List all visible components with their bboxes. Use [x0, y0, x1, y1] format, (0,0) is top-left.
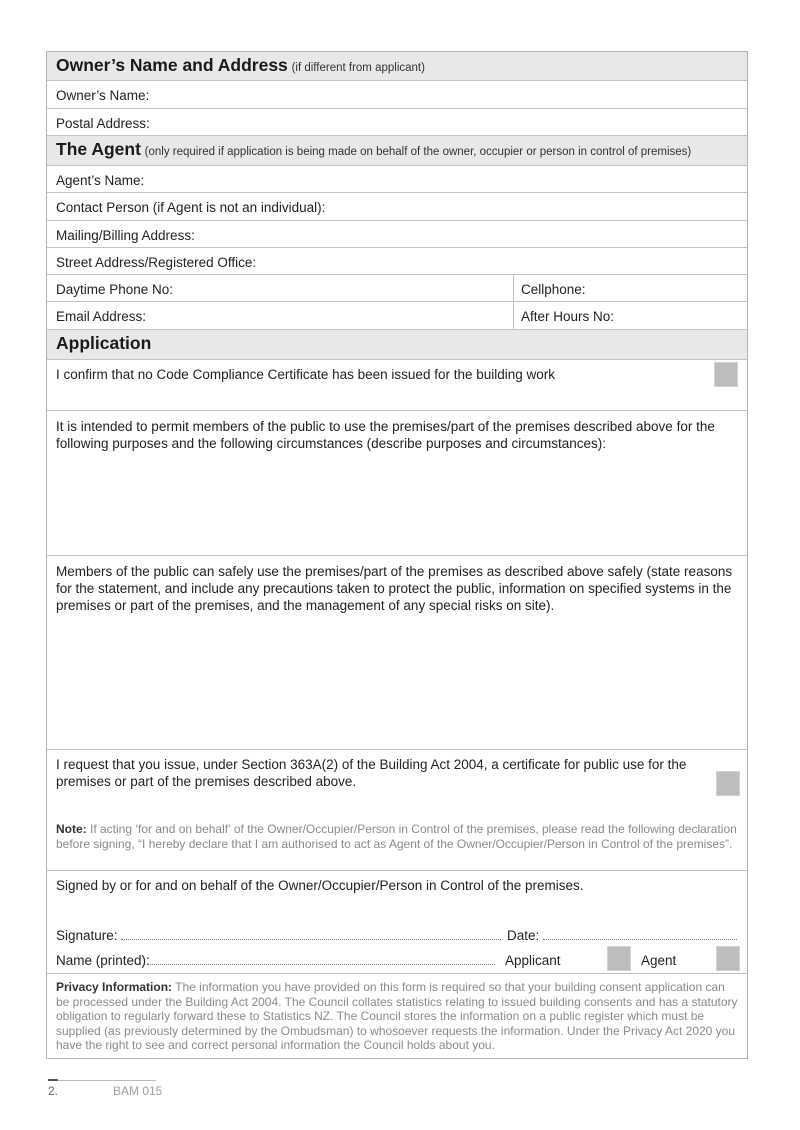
- note-label: Note:: [56, 822, 87, 836]
- applicant-label: Applicant: [505, 953, 561, 968]
- agents-name-field[interactable]: [47, 166, 747, 193]
- note-text: If acting ‘for and on behalf’ of the Owner/Occupier/Person in Control of the premises, please read the following declaration before signing, “I hereby declare that I am authorised to act as Agent of the Owner/Occupier/Person in Control of the premises”.: [56, 822, 737, 851]
- after-hours-field[interactable]: [514, 302, 747, 329]
- after-hours-label: After Hours No:: [521, 309, 615, 324]
- confirm-ccc-text: I confirm that no Code Compliance Certificate has been issued for the building work: [56, 367, 556, 382]
- email-row: [47, 302, 747, 330]
- owner-section-title: Owner’s Name and Address: [56, 55, 288, 75]
- cellphone-label: Cellphone:: [521, 282, 586, 297]
- date-field[interactable]: [543, 927, 737, 940]
- signature-row: [47, 871, 747, 974]
- owner-section-subtitle: (if different from applicant): [291, 62, 425, 74]
- intended-use-field[interactable]: [47, 411, 747, 556]
- agent-section-subtitle: (only required if application is being made on behalf of the owner, occupier or person in control of premises): [144, 146, 692, 158]
- email-field[interactable]: [47, 302, 514, 329]
- request-certificate-text: I request that you issue, under Section 363A(2) of the Building Act 2004, a certificate for public use for the premises or part of the premises described above.: [56, 757, 687, 789]
- declaration-note: [56, 822, 741, 851]
- street-address-field[interactable]: [47, 248, 747, 275]
- page-number: 2.: [48, 1084, 59, 1098]
- agents-name-label: Agent’s Name:: [56, 173, 145, 188]
- application-section-title: Application: [56, 333, 152, 353]
- contact-person-label: Contact Person (if Agent is not an individual):: [56, 200, 326, 215]
- privacy-label: Privacy Information:: [56, 980, 173, 994]
- request-certificate-row: [47, 750, 747, 871]
- agent-checkbox[interactable]: [716, 946, 740, 971]
- signed-by-text: Signed by or for and on behalf of the Owner/Occupier/Person in Control of the premises.: [56, 878, 584, 893]
- mailing-address-field[interactable]: [47, 221, 747, 248]
- applicant-option: [505, 952, 561, 969]
- postal-address-label: Postal Address:: [56, 116, 150, 131]
- owners-name-label: Owner’s Name:: [56, 88, 150, 103]
- application-section-header: [47, 330, 747, 360]
- confirm-ccc-row: [47, 360, 747, 411]
- signature-label: Signature:: [56, 928, 118, 943]
- cellphone-field[interactable]: [514, 275, 747, 301]
- agent-option: [641, 952, 676, 969]
- safety-statement-text: Members of the public can safely use the premises/part of the premises as described above safely (state reasons for the statement, and include any precautions taken to protect the public, information on specified systems in the premises or part of the premises, and the management of any special risks on site).: [56, 564, 733, 613]
- intended-use-text: It is intended to permit members of the public to use the premises/part of the premises described above for the following purposes and the following circumstances (describe purposes and circumstances):: [56, 419, 715, 451]
- privacy-information: [47, 974, 747, 1058]
- daytime-phone-field[interactable]: [47, 275, 514, 301]
- footer-divider: [48, 1080, 156, 1081]
- applicant-checkbox[interactable]: [607, 946, 631, 971]
- safety-statement-field[interactable]: [47, 556, 747, 750]
- daytime-phone-label: Daytime Phone No:: [56, 282, 174, 297]
- mailing-address-label: Mailing/Billing Address:: [56, 228, 195, 243]
- name-printed-field[interactable]: [150, 952, 495, 965]
- footer-accent-mark: [48, 1079, 58, 1081]
- application-form: [46, 51, 748, 1059]
- privacy-text: The information you have provided on this form is required so that your building consent application can be processed under the Building Act 2004. The Council collates statistics relating to issued building consents and has a statutory obligation to regularly forward these to Statistics NZ. The Council stores the information on a public register which must be supplied (as previously determined by the Ombudsman) to whosoever requests the information. Under the Privacy Act 2020 you have the right to see and correct personal information the Council holds about you.: [56, 980, 738, 1052]
- request-certificate-checkbox[interactable]: [716, 771, 740, 796]
- agent-label: Agent: [641, 953, 677, 968]
- owners-name-field[interactable]: [47, 81, 747, 109]
- date-line: [507, 927, 737, 944]
- email-label: Email Address:: [56, 309, 147, 324]
- signature-line: [56, 927, 501, 944]
- phone-row: [47, 275, 747, 302]
- document-code: BAM 015: [113, 1084, 163, 1098]
- signature-field[interactable]: [121, 927, 501, 940]
- agent-section-title: The Agent: [56, 139, 141, 159]
- confirm-ccc-checkbox[interactable]: [714, 362, 738, 387]
- postal-address-field[interactable]: [47, 109, 747, 136]
- agent-section-header: [47, 136, 747, 166]
- contact-person-field[interactable]: [47, 193, 747, 221]
- name-printed-label: Name (printed):: [56, 953, 150, 968]
- name-printed-line: [56, 952, 495, 969]
- street-address-label: Street Address/Registered Office:: [56, 255, 257, 270]
- owner-section-header: [47, 52, 747, 81]
- date-label: Date:: [507, 928, 540, 943]
